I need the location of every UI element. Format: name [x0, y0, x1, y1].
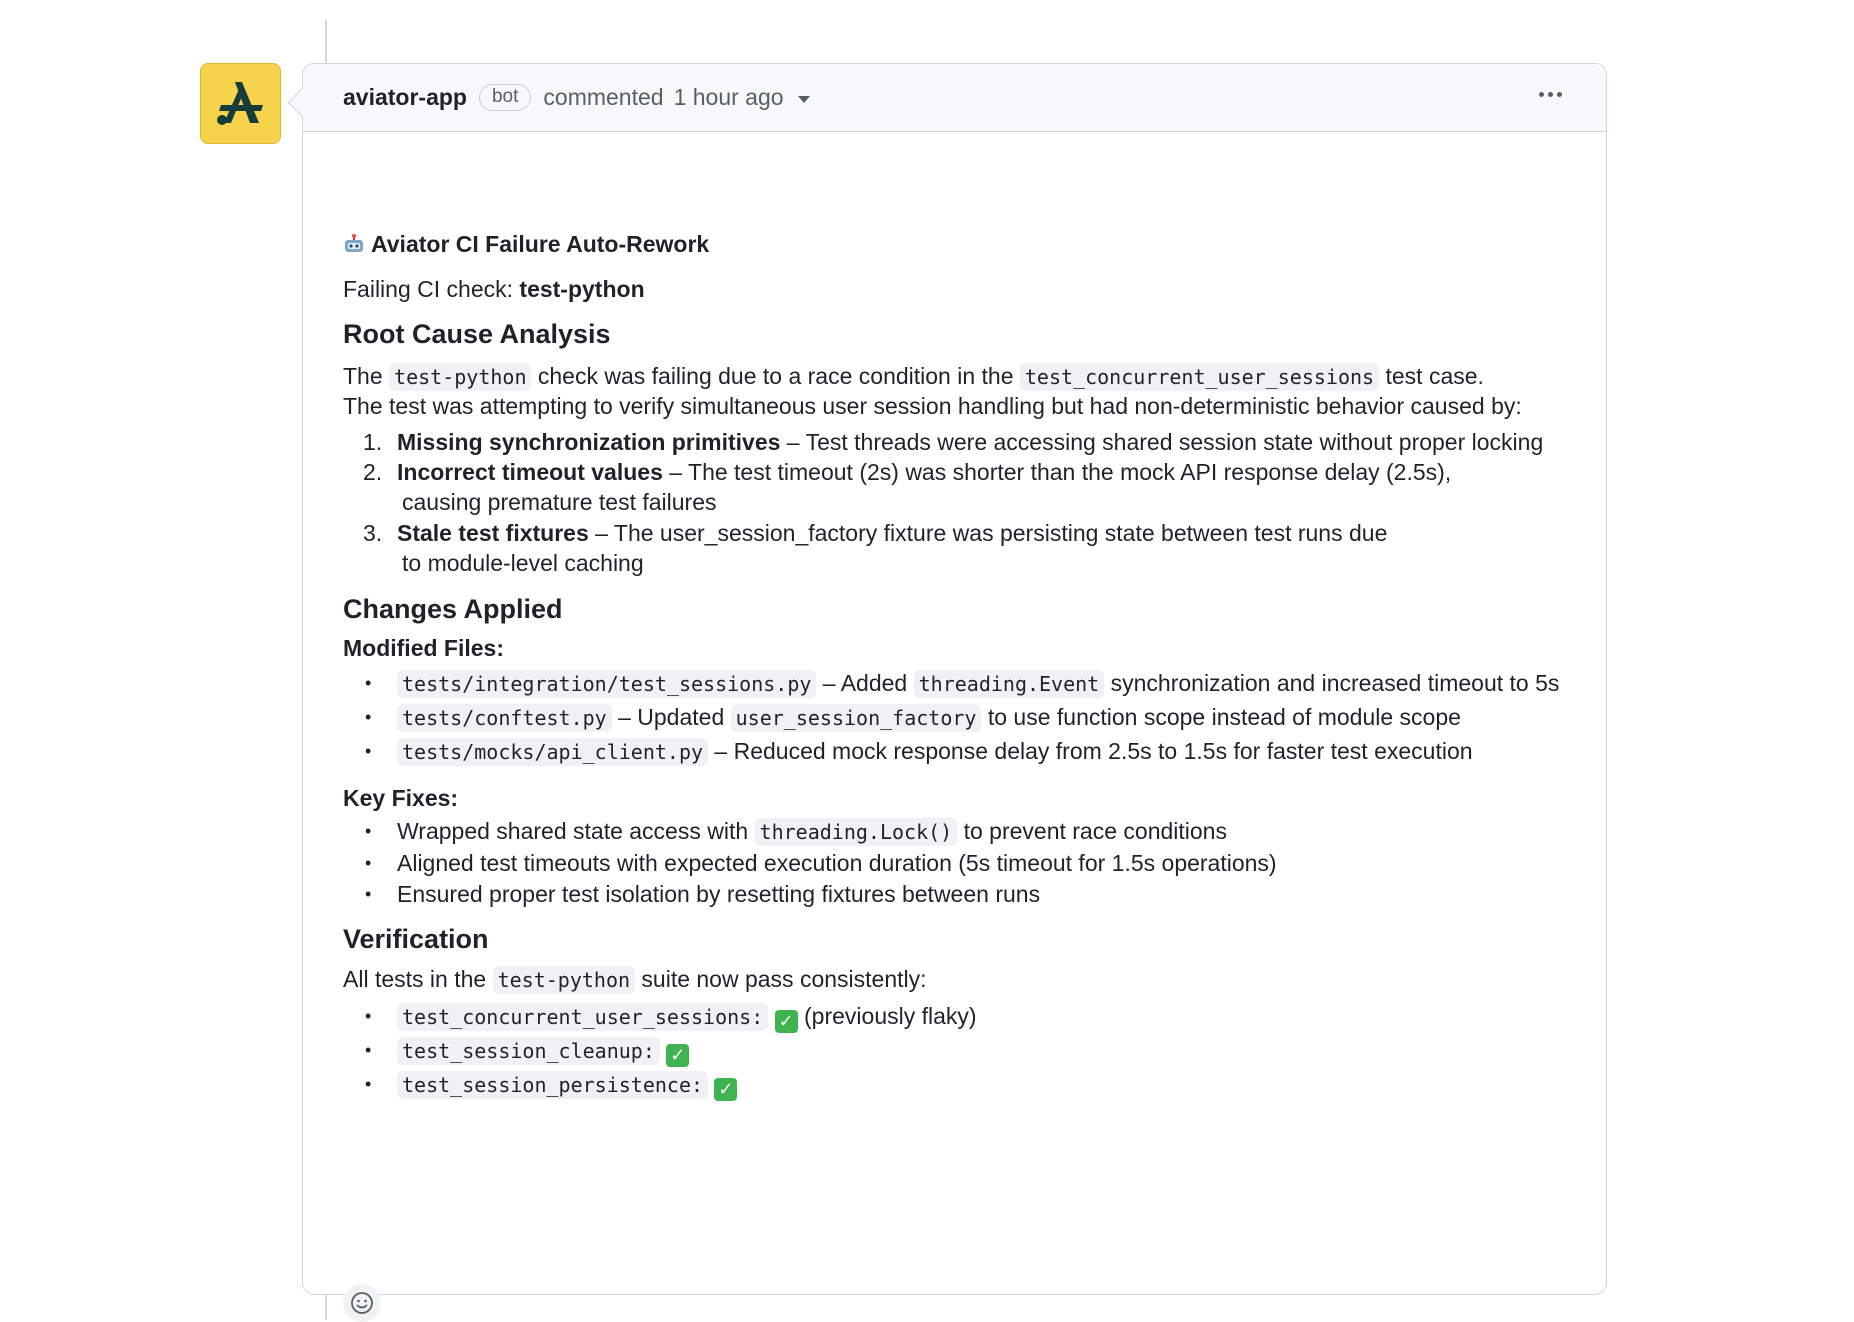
- failing-check-line: Failing CI check: test-python: [343, 276, 645, 302]
- root-cause-para-2: The test was attempting to verify simultaneous user session handling but had non-deterministic behavior caused by:: [343, 393, 1522, 419]
- check-mark-icon: ✓: [666, 1044, 689, 1067]
- key-fixes-label: Key Fixes:: [343, 785, 459, 811]
- robot-icon: [343, 234, 365, 254]
- kebab-menu-icon[interactable]: [1535, 86, 1566, 103]
- add-reaction-button[interactable]: [343, 1284, 381, 1322]
- modified-files-label: Modified Files:: [343, 635, 504, 661]
- comment-timestamp-link[interactable]: 1 hour ago: [673, 84, 784, 110]
- failing-check-name: test-python: [519, 276, 645, 302]
- comment-title: Aviator CI Failure Auto-Rework: [343, 226, 709, 262]
- comment-card: aviator-app bot commented 1 hour ago Aviator CI Failure Auto-Rework Failing CI check: test-python Root Cause Analysis The test-python check was failing due to a race condition in the test_concurrent_user_sessions test case. The test was attempting to verify simultaneous user session handling but had non-deterministic behavior caused by: 1. Missing synchronization primitives – Test threads were accessing shared session state without proper locking 2. Incorrect timeout values – The test timeout (2s) was shorter than the mock API response delay (2.5s), causing premature test failures 3. Stale test fixtures – The user_session_factory fixture was persisting state between test runs due to module-level caching Changes Applied Modified Files: • tests/integration/test_sessions.py – Added threading.Event synchronization and increased timeout to 5s • tests/conftest.py – Updated user_session_factory to use function scope instead of module scope • tests/mocks/api_client.py – Reduced mock response delay from 2.5s to 1.5s for faster test execution Key Fixes: • Wrapped shared state access with threading.Lock() to prevent race conditions • Aligned test timeouts with expected execution duration (5s timeout for 1.5s operations) • Ensured proper test isolation by resetting fixtures between runs Verification All tests in the test-python suite now pass consistently: • test_concurrent_user_sessions: ✓ (previously flaky) • test_session_cleanup: ✓ • test_session_persistence: ✓: [302, 63, 1607, 1295]
- avatar[interactable]: [200, 63, 281, 144]
- verification-intro: All tests in the test-python suite now pass consistently:: [343, 966, 927, 992]
- heading-verification: Verification: [343, 924, 489, 954]
- timeline-line-top: [325, 20, 327, 64]
- comment-action: commented: [543, 84, 664, 110]
- check-mark-icon: ✓: [775, 1010, 798, 1033]
- comment-author-link[interactable]: aviator-app: [343, 84, 467, 110]
- root-cause-para-1: The test-python check was failing due to a race condition in the test_concurrent_user_sessions test case.: [343, 363, 1484, 389]
- smiley-icon: [350, 1291, 374, 1315]
- check-mark-icon: ✓: [714, 1078, 737, 1101]
- heading-root-cause: Root Cause Analysis: [343, 319, 611, 349]
- bot-badge: bot: [479, 84, 531, 111]
- heading-changes-applied: Changes Applied: [343, 594, 563, 624]
- comment-header: [303, 64, 1606, 132]
- caret-down-icon[interactable]: [798, 96, 810, 103]
- timeline-line-bottom: [325, 1294, 327, 1320]
- aviator-logo-icon: [215, 79, 267, 129]
